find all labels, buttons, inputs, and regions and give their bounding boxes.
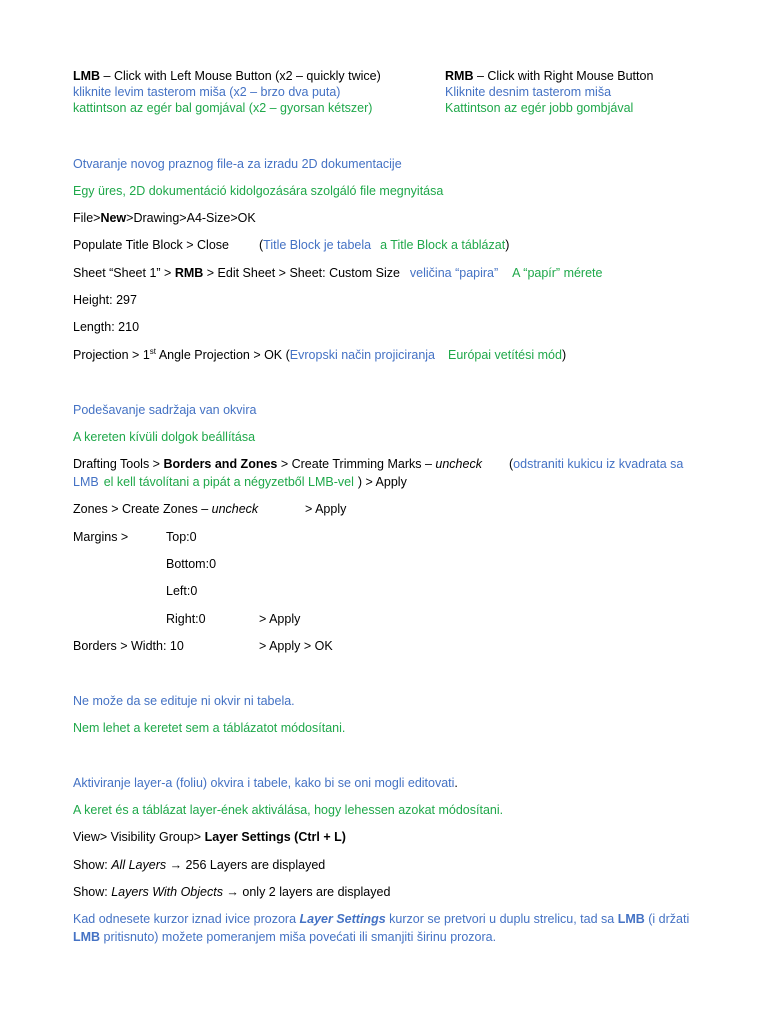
show-all-layers-step (73, 857, 325, 873)
zones-pre: Zones > Create Zones – (73, 502, 212, 516)
borders-step: Borders > Width: 10 (73, 639, 184, 653)
file-new-bold: New (100, 211, 127, 225)
rmb-serbian: Kliknite desnim tasterom miša (445, 85, 612, 99)
section1-heading-serbian: Otvaranje novog praznog file-a za izradu 2D dokumentacije (73, 157, 402, 171)
borders-apply: > Apply > OK (259, 639, 333, 653)
show-layers-with-objects-step (73, 884, 390, 900)
view-step (73, 829, 346, 845)
tip-line-2 (73, 929, 496, 945)
rmb-description: – Click with Right Mouse Button (473, 69, 654, 83)
populate-paren-open: ( (259, 238, 264, 252)
drafting-paren: ( (509, 457, 514, 471)
note-serbian: Ne može da se edituje ni okvir ni tabela. (73, 694, 295, 708)
note-hungarian: Nem lehet a keretet sem a táblázatot módosítani. (73, 721, 346, 735)
view-pre: View> Visibility Group> (73, 830, 205, 844)
sheet-step (73, 265, 602, 281)
drafting-note-hungarian: el kell távolítani a pipát a négyzetből LMB-vel (103, 475, 354, 489)
margins-label: Margins > (73, 530, 129, 544)
show1-pre: Show: (73, 858, 112, 872)
lmb-description: – Click with Left Mouse Button (x2 – quickly twice) (100, 69, 381, 83)
zones-italic: uncheck (211, 502, 259, 516)
height-step: Height: 297 (73, 293, 137, 307)
length-step: Length: 210 (73, 320, 140, 334)
file-new-pre: File> (73, 211, 101, 225)
populate-paren-close: ) (505, 238, 510, 252)
drafting-pre: Drafting Tools > (73, 457, 164, 471)
drafting-step (73, 456, 482, 472)
sheet-note-hungarian: A “papír” mérete (512, 266, 603, 280)
lmb-serbian: kliknite levim tasterom miša (x2 – brzo dva puta) (73, 85, 341, 99)
projection-close: ) (561, 348, 567, 362)
sheet-post: > Edit Sheet > Sheet: Custom Size (203, 266, 400, 280)
tip1-a: Kad odnesete kurzor iznad ivice prozora (73, 912, 300, 926)
tip2-b: pritisnuto) možete pomeranjem miša povećati ili smanjiti širinu prozora. (100, 930, 497, 944)
file-new-step (73, 210, 256, 226)
drafting-bold: Borders and Zones (163, 457, 278, 471)
populate-note (259, 237, 509, 253)
projection-post: Angle Projection > OK ( (156, 348, 290, 362)
drafting-note-continued (73, 474, 407, 490)
margin-top: Top:0 (166, 530, 197, 544)
section4-heading-dot: . (454, 776, 458, 790)
tip1-lmb: LMB (617, 912, 645, 926)
margin-bottom: Bottom:0 (166, 557, 217, 571)
tip-line-1 (73, 911, 689, 927)
zones-step (73, 501, 258, 517)
projection-hungarian: Európai vetítési mód (448, 348, 562, 362)
lmb-hungarian: kattintson az egér bal gomjával (x2 – gyorsan kétszer) (73, 101, 373, 115)
drafting-note (509, 456, 683, 472)
sheet-note-serbian: veličina “papira” (409, 266, 499, 280)
section4-heading-hungarian: A keret és a táblázat layer-ének aktiválása, hogy lehessen azokat módosítani. (73, 803, 504, 817)
rmb-hungarian: Kattintson az egér jobb gombjával (445, 101, 634, 115)
rmb-legend (445, 68, 653, 84)
drafting-note-serbian: odstraniti kukicu iz kvadrata sa (513, 457, 684, 471)
tip2-lmb: LMB (73, 930, 101, 944)
tip1-layer-settings: Layer Settings (299, 912, 386, 926)
margins-apply: > Apply (259, 612, 301, 626)
drafting-italic: uncheck (435, 457, 482, 471)
tip1-c: kurzor se pretvori u duplu strelicu, tad sa (385, 912, 618, 926)
tip1-e: (i držati (644, 912, 690, 926)
drafting-apply: ) > Apply (357, 475, 407, 489)
section2-heading-serbian: Podešavanje sadržaja van okvira (73, 403, 257, 417)
populate-note-serbian: Title Block je tabela (263, 238, 372, 252)
drafting-mid: > Create Trimming Marks – (277, 457, 436, 471)
section4-heading-serbian-text: Aktiviranje layer-a (foliu) okvira i tabele, kako bi se oni mogli editovati (73, 776, 455, 790)
show1-italic: All Layers (111, 858, 167, 872)
populate-note-hungarian: a Title Block a táblázat (380, 238, 506, 252)
section1-heading-hungarian: Egy üres, 2D dokumentáció kidolgozására szolgáló file megnyitása (73, 184, 444, 198)
projection-pre: Projection > 1 (73, 348, 150, 362)
show2-pre: Show: (73, 885, 112, 899)
file-new-post: >Drawing>A4-Size>OK (126, 211, 256, 225)
sheet-bold: RMB (174, 266, 204, 280)
sheet-pre: Sheet “Sheet 1” > (73, 266, 175, 280)
margin-left: Left:0 (166, 584, 198, 598)
projection-step (73, 347, 566, 363)
rmb-key: RMB (445, 69, 474, 83)
lmb-legend (73, 68, 381, 84)
section4-heading-serbian (73, 775, 458, 791)
drafting-note-serbian-lmb: LMB (73, 475, 99, 489)
zones-apply: > Apply (305, 502, 347, 516)
populate-step: Populate Title Block > Close (73, 238, 229, 252)
show1-post: → 256 Layers are displayed (166, 858, 326, 872)
show2-post: → only 2 layers are displayed (222, 885, 391, 899)
view-bold: Layer Settings (Ctrl + L) (204, 830, 346, 844)
show2-italic: Layers With Objects (111, 885, 223, 899)
projection-serbian: Evropski način projiciranja (289, 348, 435, 362)
margin-right: Right:0 (166, 612, 206, 626)
lmb-key: LMB (73, 69, 101, 83)
projection-sup: st (149, 346, 157, 356)
section2-heading-hungarian: A kereten kívüli dolgok beállítása (73, 430, 256, 444)
